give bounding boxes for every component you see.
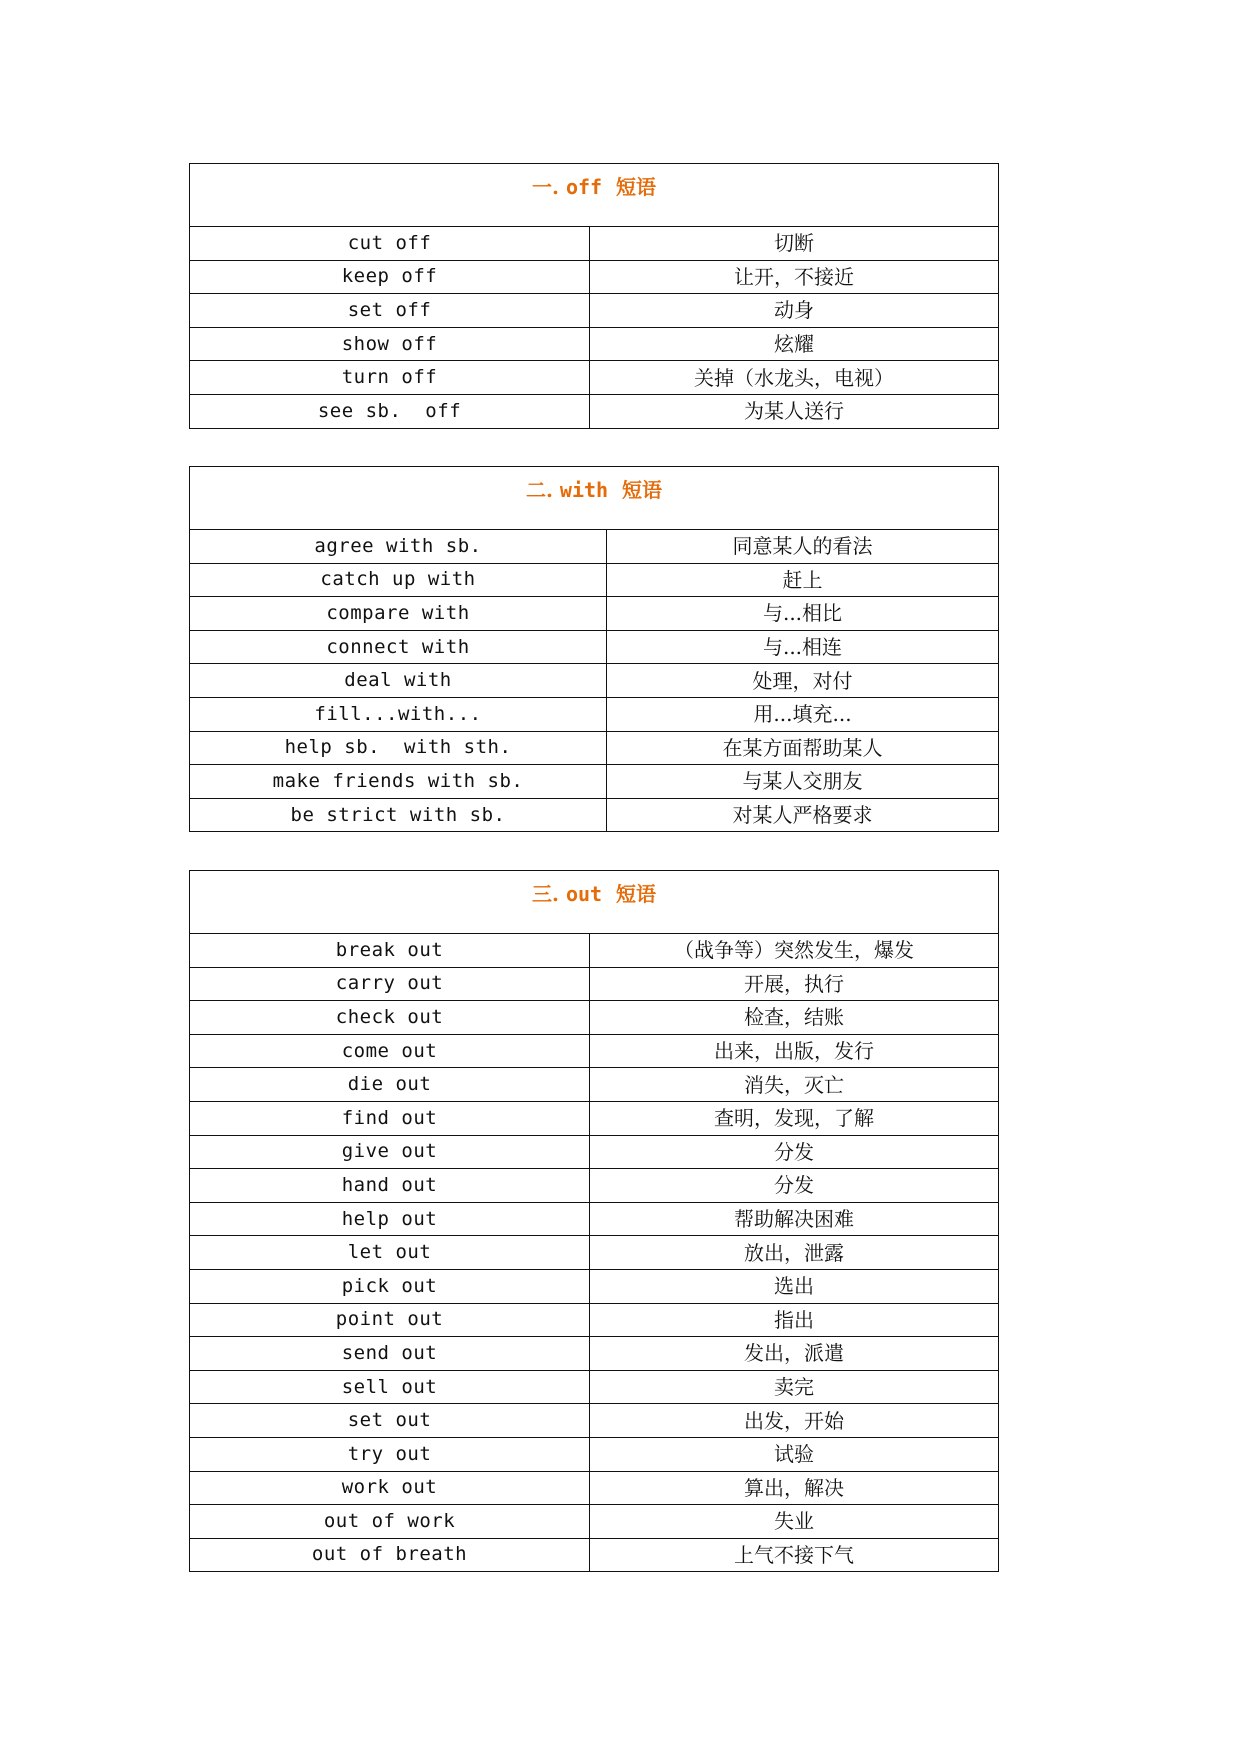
section-label: 短语 <box>622 478 663 502</box>
phrase-en: deal with <box>190 664 607 698</box>
phrase-en: sell out <box>190 1370 590 1404</box>
phrase-zh: 查明，发现，了解 <box>590 1101 999 1135</box>
phrase-zh: 在某方面帮助某人 <box>607 731 999 765</box>
phrase-en: work out <box>190 1471 590 1505</box>
phrase-en: cut off <box>190 227 590 261</box>
table-row <box>190 1269 999 1303</box>
table-row <box>190 1001 999 1035</box>
phrase-en: help sb. with sth. <box>190 731 607 765</box>
phrase-en: make friends with sb. <box>190 765 607 799</box>
phrase-en: come out <box>190 1034 590 1068</box>
table-row <box>190 1471 999 1505</box>
phrase-zh: 卖完 <box>590 1370 999 1404</box>
phrase-en: catch up with <box>190 563 607 597</box>
table-row <box>190 563 999 597</box>
phrase-en: carry out <box>190 967 590 1001</box>
table-row <box>190 1404 999 1438</box>
phrase-en: agree with sb. <box>190 530 607 564</box>
section-title <box>190 164 999 227</box>
table-header-row <box>190 871 999 934</box>
table-row <box>190 1437 999 1471</box>
phrase-zh: 切断 <box>590 227 999 261</box>
phrase-en: let out <box>190 1236 590 1270</box>
phrase-zh: 处理，对付 <box>607 664 999 698</box>
table-row <box>190 530 999 564</box>
phrase-en: try out <box>190 1437 590 1471</box>
phrase-zh: 出发，开始 <box>590 1404 999 1438</box>
phrase-en: compare with <box>190 597 607 631</box>
table-row <box>190 1135 999 1169</box>
phrase-en: out of work <box>190 1505 590 1539</box>
table-row <box>190 934 999 968</box>
table-row <box>190 1505 999 1539</box>
phrase-zh: 与某人交朋友 <box>607 765 999 799</box>
table-row <box>190 731 999 765</box>
phrase-zh: 选出 <box>590 1269 999 1303</box>
phrase-en: send out <box>190 1337 590 1371</box>
phrase-zh: 上气不接下气 <box>590 1538 999 1572</box>
phrase-zh: 对某人严格要求 <box>607 798 999 832</box>
section-label: 短语 <box>616 882 656 906</box>
phrase-zh: 试验 <box>590 1437 999 1471</box>
phrase-en: keep off <box>190 260 590 294</box>
section-label: 短语 <box>616 175 656 199</box>
table-row <box>190 394 999 428</box>
section-keyword: out <box>565 882 603 906</box>
table-row <box>190 1236 999 1270</box>
phrase-zh: 帮助解决困难 <box>590 1202 999 1236</box>
phrase-table-out <box>189 870 999 1572</box>
table-row <box>190 327 999 361</box>
phrase-zh: 分发 <box>590 1135 999 1169</box>
phrase-zh: 用...填充... <box>607 697 999 731</box>
phrase-table-off <box>189 163 999 429</box>
table-row <box>190 765 999 799</box>
phrase-zh: 开展，执行 <box>590 967 999 1001</box>
phrase-en: die out <box>190 1068 590 1102</box>
table-row <box>190 361 999 395</box>
section-number: 一. <box>532 175 559 199</box>
table-row <box>190 1169 999 1203</box>
phrase-en: show off <box>190 327 590 361</box>
table-row <box>190 260 999 294</box>
phrase-zh: 消失，灭亡 <box>590 1068 999 1102</box>
section-keyword: off <box>565 175 603 199</box>
phrase-en: set off <box>190 294 590 328</box>
table-row <box>190 967 999 1001</box>
table-row <box>190 1538 999 1572</box>
section-keyword: with <box>559 478 609 502</box>
phrase-en: hand out <box>190 1169 590 1203</box>
table-row <box>190 664 999 698</box>
phrase-zh: 发出，派遣 <box>590 1337 999 1371</box>
table-row <box>190 798 999 832</box>
table-row <box>190 1101 999 1135</box>
phrase-zh: 出来，出版，发行 <box>590 1034 999 1068</box>
phrase-en: set out <box>190 1404 590 1438</box>
table-row <box>190 697 999 731</box>
section-title <box>190 467 999 530</box>
phrase-en: check out <box>190 1001 590 1035</box>
phrase-en: turn off <box>190 361 590 395</box>
table-row <box>190 1202 999 1236</box>
phrase-en: pick out <box>190 1269 590 1303</box>
section-title <box>190 871 999 934</box>
table-row <box>190 227 999 261</box>
phrase-zh: 放出，泄露 <box>590 1236 999 1270</box>
phrase-en: point out <box>190 1303 590 1337</box>
section-number: 三. <box>532 882 559 906</box>
phrase-en: help out <box>190 1202 590 1236</box>
phrase-zh: 炫耀 <box>590 327 999 361</box>
phrase-en: out of breath <box>190 1538 590 1572</box>
phrase-en: fill...with... <box>190 697 607 731</box>
phrase-zh: 同意某人的看法 <box>607 530 999 564</box>
phrase-zh: 算出，解决 <box>590 1471 999 1505</box>
phrase-zh: 让开，不接近 <box>590 260 999 294</box>
phrase-zh: 检查，结账 <box>590 1001 999 1035</box>
table-row <box>190 630 999 664</box>
phrase-zh: 分发 <box>590 1169 999 1203</box>
table-row <box>190 597 999 631</box>
phrase-zh: 与...相连 <box>607 630 999 664</box>
phrase-zh: （战争等）突然发生，爆发 <box>590 934 999 968</box>
phrase-zh: 失业 <box>590 1505 999 1539</box>
phrase-en: connect with <box>190 630 607 664</box>
phrase-zh: 动身 <box>590 294 999 328</box>
phrase-en: be strict with sb. <box>190 798 607 832</box>
table-row <box>190 1337 999 1371</box>
table-header-row <box>190 467 999 530</box>
table-row <box>190 1068 999 1102</box>
table-row <box>190 1034 999 1068</box>
phrase-zh: 赶上 <box>607 563 999 597</box>
phrase-zh: 为某人送行 <box>590 394 999 428</box>
phrase-zh: 指出 <box>590 1303 999 1337</box>
table-header-row <box>190 164 999 227</box>
phrase-en: break out <box>190 934 590 968</box>
phrase-zh: 与...相比 <box>607 597 999 631</box>
section-number: 二. <box>525 478 553 502</box>
table-row <box>190 1370 999 1404</box>
phrase-zh: 关掉（水龙头，电视） <box>590 361 999 395</box>
phrase-en: give out <box>190 1135 590 1169</box>
phrase-table-with <box>189 466 999 832</box>
table-row <box>190 294 999 328</box>
phrase-en: see sb. off <box>190 394 590 428</box>
table-row <box>190 1303 999 1337</box>
phrase-en: find out <box>190 1101 590 1135</box>
